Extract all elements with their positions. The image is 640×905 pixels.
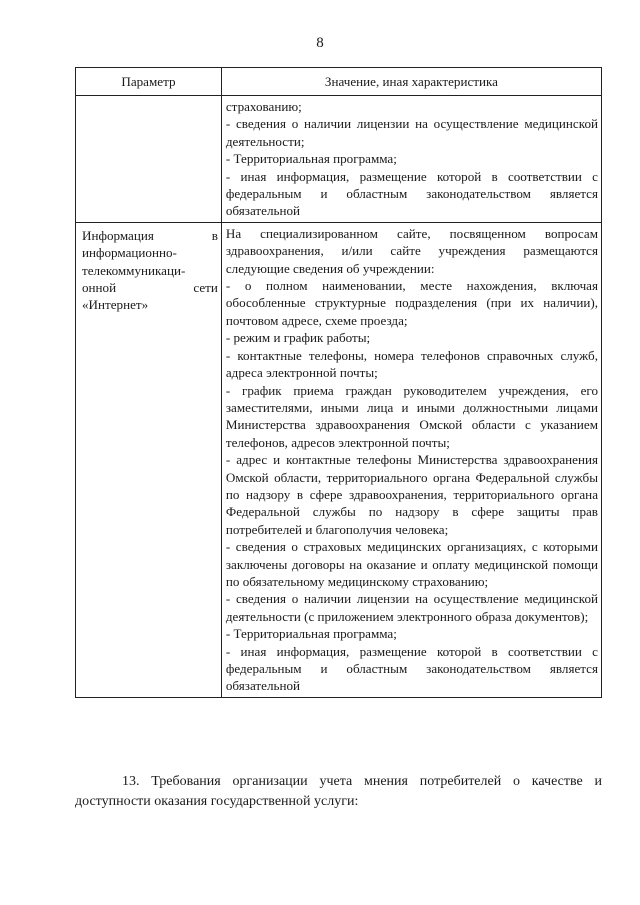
value-item: - график приема граждан руководителем учреждения, его заместителями, иными лица и иными должностными лицами Министерства здравоохранения Омской области с указанием телефонов, адресов электронной почты;: [225, 382, 598, 450]
parameter-line: «Интернет»: [82, 297, 149, 313]
value-item: - Территориальная программа;: [225, 626, 397, 642]
value-item: - контактные телефоны, номера телефонов справочных служб, адреса электронной почты;: [225, 347, 598, 381]
table-header-row: [76, 68, 602, 96]
value-item: - Территориальная программа;: [225, 151, 397, 167]
value-item: - сведения о страховых медицинских организациях, с которыми заключены договоры на оказание и оплату медицинской помощи по обязательному медицинскому страхованию;: [225, 539, 598, 589]
section-13-paragraph: [75, 772, 602, 812]
services-table: [75, 67, 602, 698]
value-item: - режим и график работы;: [225, 330, 371, 346]
parameter-line: телекоммуникаци-: [82, 262, 186, 278]
parameter-word: Информация: [82, 227, 154, 243]
row2-parameter-cell: [76, 222, 222, 697]
parameter-line: информационно-: [82, 245, 177, 261]
parameter-line: [82, 227, 218, 244]
header-parameter: Параметр: [76, 68, 222, 96]
value-item: - сведения о наличии лицензии на осуществление медицинской деятельности;: [225, 116, 598, 149]
parameter-word: сети: [193, 280, 218, 296]
row2-value-cell: [221, 222, 601, 697]
parameter-word: в: [211, 227, 218, 243]
value-item: На специализированном сайте, посвященном вопросам здравоохранения, и/или сайте учреждения размещаются следующие сведения об учреждении:: [225, 225, 598, 276]
value-item: - адрес и контактные телефоны Министерства здравоохранения Омской области, территориального органа Федеральной службы по надзору в сфере здравоохранения, территориального органа Федеральной службы по надзору в сфере защиты прав потребителей и благополучия человека;: [225, 452, 598, 537]
row1-value-cell: [221, 96, 601, 223]
page-number: 8: [316, 35, 324, 51]
table-row: [76, 222, 602, 697]
value-item: - иная информация, размещение которой в соответствии с федеральным и областным законодательством является обязательной: [225, 168, 598, 219]
section-13-text: 13. Требования организации учета мнения потребителей о качестве и доступности оказания государственной услуги:: [75, 774, 602, 809]
parameter-word: онной: [82, 280, 117, 296]
header-value: Значение, иная характеристика: [221, 68, 601, 96]
row1-parameter-cell: [76, 96, 222, 223]
parameter-line: [82, 279, 218, 296]
value-item: - сведения о наличии лицензии на осуществление медицинской деятельности (с приложением электронного образа документов);: [225, 591, 598, 624]
value-item: - о полном наименовании, месте нахождения, включая обособленные структурные подразделения (при их наличии), почтовом адресе, схеме проезда;: [225, 278, 598, 328]
table-row: [76, 96, 602, 223]
value-item: - иная информация, размещение которой в соответствии с федеральным и областным законодательством является обязательной: [225, 643, 598, 694]
value-item: страхованию;: [225, 99, 302, 114]
